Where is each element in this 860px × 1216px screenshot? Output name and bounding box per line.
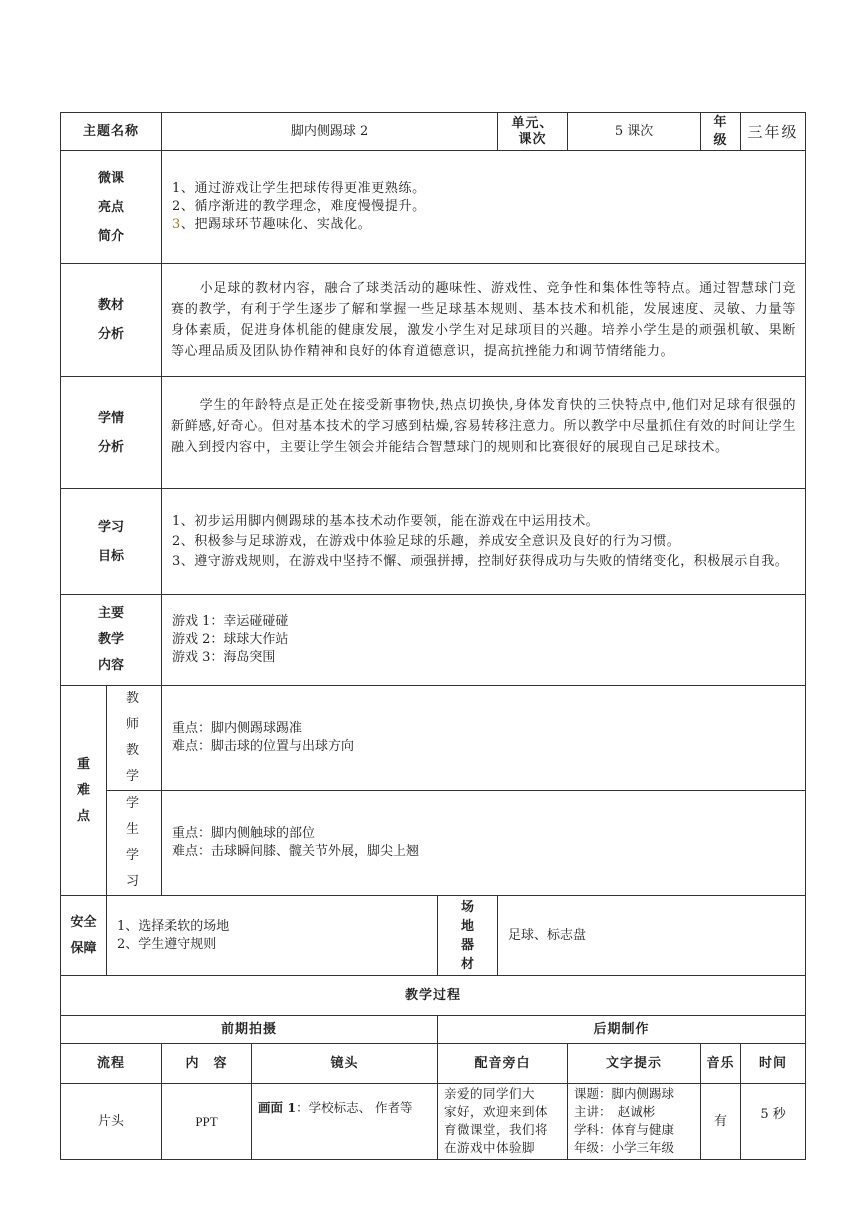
highlights-text: 1、通过游戏让学生把球传得更准更熟练。 2、循序渐进的教学理念，难度慢慢提升。 3、把踢球环节趣味化、实战化。 — [162, 151, 806, 264]
row-text-hint: 课题：脚内侧踢球 主讲： 赵诚彬 学科：体育与健康 年级：小学三年级 — [568, 1084, 701, 1160]
row-music: 有 — [701, 1084, 741, 1160]
col-time: 时间 — [741, 1044, 806, 1084]
safety-label: 安全 保障 — [61, 896, 107, 976]
student-label-sub: 学 生 学 习 — [107, 791, 162, 896]
col-voiceover: 配音旁白 — [438, 1044, 568, 1084]
equip-label: 场 地 器 材 — [438, 896, 498, 976]
row-voiceover: 亲爱的同学们大 家好，欢迎来到体 育微课堂，我们将 在游戏中体验脚 — [438, 1084, 568, 1160]
content-row — [61, 595, 806, 686]
row-shot: 画面 1：学校标志、 作者等 — [252, 1084, 438, 1160]
col-music: 音乐 — [701, 1044, 741, 1084]
material-text: 小足球的教材内容，融合了球类活动的趣味性、游戏性、竞争性和集体性等特点。通过智慧球门竞赛的教学，有利于学生逐步了解和掌握一些足球基本规则、基本技术和机能，发展速度、灵敏、力量等身体素质，促进身体机能的健康发展，激发小学生对足球项目的兴趣。培养小学生是的顽强机敏、果断等心理品质及团队协作精神和良好的体育道德意识，提高抗挫能力和调节情绪能力。 — [162, 264, 806, 377]
col-shot: 镜头 — [252, 1044, 438, 1084]
process-title: 教学过程 — [61, 976, 806, 1016]
row-content: PPT — [162, 1084, 252, 1160]
key-label: 重 难 点 — [61, 686, 107, 896]
key-student-row — [61, 791, 806, 896]
content-label: 主要 教学 内容 — [61, 595, 162, 686]
student-label: 学情 分析 — [61, 377, 162, 489]
goals-row — [61, 489, 806, 595]
safety-text: 1、选择柔软的场地 2、学生遵守规则 — [107, 896, 438, 976]
material-label: 教材 分析 — [61, 264, 162, 377]
post-production-label: 后期制作 — [438, 1016, 806, 1044]
highlights-label: 微课 亮点 简介 — [61, 151, 162, 264]
unit-label: 单元、 课次 — [498, 113, 568, 151]
process-phase-row — [61, 1016, 806, 1044]
table-row — [61, 1084, 806, 1160]
row-flow: 片头 — [61, 1084, 162, 1160]
key-teacher-row — [61, 686, 806, 791]
lesson-plan-table — [60, 112, 805, 1160]
pre-shooting-label: 前期拍摄 — [61, 1016, 438, 1044]
unit-value: 5 课次 — [568, 113, 701, 151]
student-key-text: 重点：脚内侧触球的部位 难点：击球瞬间膝、髋关节外展，脚尖上翘 — [162, 791, 806, 896]
grade-label: 年 级 — [701, 113, 741, 151]
process-header-row — [61, 1044, 806, 1084]
goals-text: 1、初步运用脚内侧踢球的基本技术动作要领，能在游戏在中运用技术。 2、积极参与足球游戏，在游戏中体验足球的乐趣，养成安全意识及良好的行为习惯。 3、遵守游戏规则，在游戏中坚持不懈、顽强拼搏，控制好获得成功与失败的情绪变化，积极展示自我。 — [162, 489, 806, 595]
goals-label: 学习 目标 — [61, 489, 162, 595]
header-row — [61, 113, 806, 151]
material-row — [61, 264, 806, 377]
highlights-row — [61, 151, 806, 264]
teacher-key-text: 重点：脚内侧踢球踢准 难点：脚击球的位置与出球方向 — [162, 686, 806, 791]
topic-label: 主题名称 — [61, 113, 162, 151]
teacher-label: 教 师 教 学 — [107, 686, 162, 791]
content-text: 游戏 1：幸运碰碰碰 游戏 2：球球大作站 游戏 3：海岛突围 — [162, 595, 806, 686]
equip-value: 足球、标志盘 — [498, 896, 806, 976]
row-time: 5 秒 — [741, 1084, 806, 1160]
safety-row — [61, 896, 806, 976]
student-text: 学生的年龄特点是正处在接受新事物快,热点切换快,身体发育快的三快特点中,他们对足球有很强的新鲜感,好奇心。但对基本技术的学习感到枯燥,容易转移注意力。所以教学中尽量抓住有效的时间让学生融入到授内容中，主要让学生领会并能结合智慧球门的规则和比赛很好的展现自己足球技术。 — [162, 377, 806, 489]
col-text-hint: 文字提示 — [568, 1044, 701, 1084]
topic-value: 脚内侧踢球 2 — [162, 113, 498, 151]
col-content: 内 容 — [162, 1044, 252, 1084]
grade-value: 三年级 — [741, 113, 806, 151]
student-row — [61, 377, 806, 489]
col-flow: 流程 — [61, 1044, 162, 1084]
process-title-row — [61, 976, 806, 1016]
